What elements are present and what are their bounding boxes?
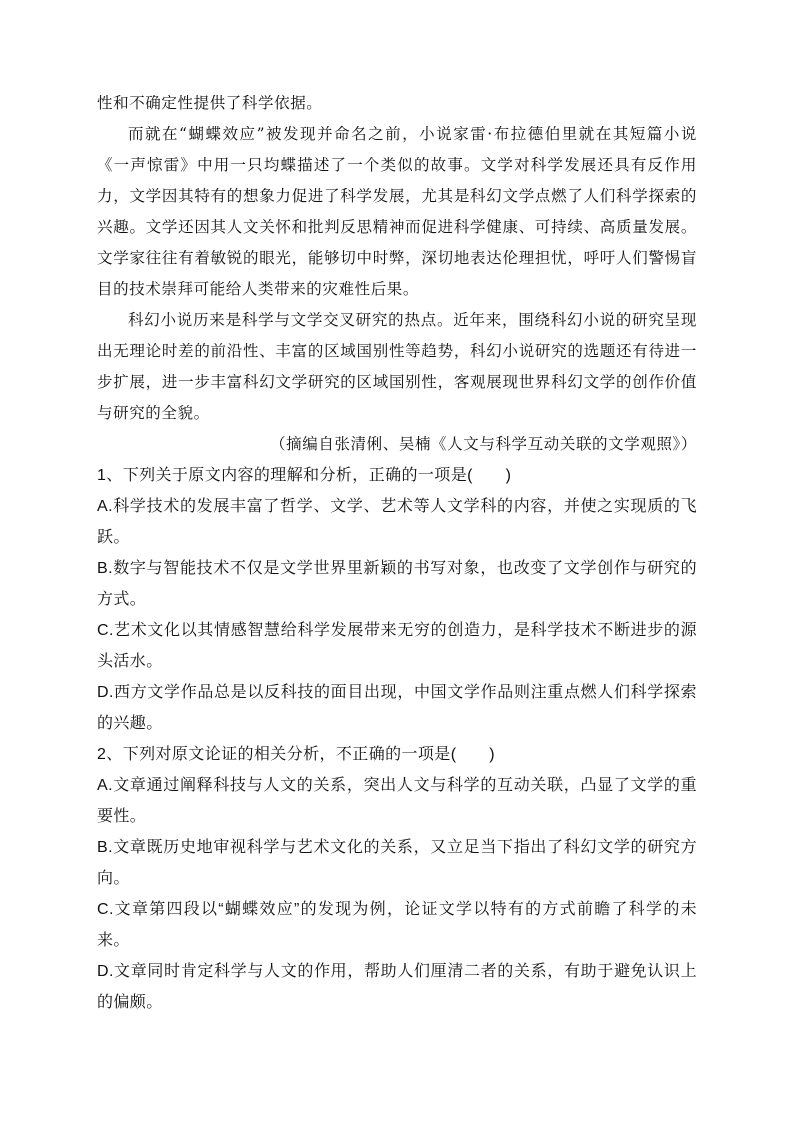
question-1-option-c: C.艺术文化以其情感智慧给科学发展带来无穷的创造力，是科学技术不断进步的源头活水。 — [97, 622, 697, 670]
question-2-option-c: C.文章第四段以“蝴蝶效应”的发现为例，论证文学以特有的方式前瞻了科学的未来。 — [97, 901, 697, 949]
passage-paragraph-2: 而就在“蝴蝶效应”被发现并命名之前，小说家雷·布拉德伯里就在其短篇小说《一声惊雷》中用一只均蝶描述了一个类似的故事。文学对科学发展还具有反作用力，文学因其特有的想象力促进了科学发展，尤其是科幻文学点燃了人们科学探索的兴趣。文学还因其人文关怀和批判反思精神而促进科学健康、可持续、高质量发展。文学家往往有着敏锐的眼光，能够切中时弊，深切地表达伦理担忧，呼吁人们警惕盲目的技术崇拜可能给人类带来的灾难性后果。 — [97, 125, 697, 298]
question-2-option-b: B.文章既历史地审视科学与艺术文化的关系，又立足当下指出了科幻文学的研究方向。 — [97, 839, 697, 887]
question-1-option-b: B.数字与智能技术不仅是文学世界里新颖的书写对象，也改变了文学创作与研究的方式。 — [97, 560, 697, 608]
question-2-stem: 2、下列对原文论证的相关分析，不正确的一项是( ) — [97, 746, 495, 763]
question-1 — [97, 460, 697, 739]
document-content — [97, 88, 697, 1018]
question-1-stem: 1、下列关于原文内容的理解和分析，正确的一项是( ) — [97, 467, 512, 484]
passage-paragraph-1-tail: 性和不确定性提供了科学依据。 — [97, 94, 323, 112]
reading-passage — [97, 88, 697, 460]
passage-paragraph-3: 科幻小说历来是科学与文学交叉研究的热点。近年来，围绕科幻小说的研究呈现出无理论时差的前沿性、丰富的区域国别性等趋势，科幻小说研究的选题还有待进一步扩展，进一步丰富科幻文学研究的区域国别性，客观展现世界科幻文学的创作价值与研究的全貌。 — [97, 311, 697, 422]
passage-source: （摘编自张清俐、吴楠《人文与科学互动关联的文学观照》） — [270, 435, 697, 453]
question-2-option-a: A.文章通过阐释科技与人文的关系，突出人文与科学的互动关联，凸显了文学的重要性。 — [97, 777, 697, 825]
question-2 — [97, 739, 697, 1018]
question-1-option-d: D.西方文学作品总是以反科技的面目出现，中国文学作品则注重点燃人们科学探索的兴趣。 — [97, 684, 697, 732]
question-1-option-a: A.科学技术的发展丰富了哲学、文学、艺术等人文学科的内容，并使之实现质的飞跃。 — [97, 498, 697, 546]
question-2-option-d: D.文章同时肯定科学与人文的作用，帮助人们厘清二者的关系，有助于避免认识上的偏颇。 — [97, 963, 697, 1011]
